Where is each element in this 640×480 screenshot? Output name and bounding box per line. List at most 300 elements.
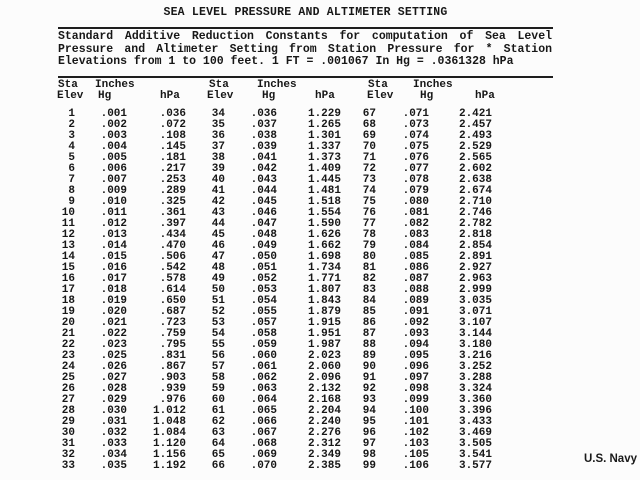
hpa-cell: 1.590 [307,218,341,230]
col-header-sta: Sta [368,79,388,91]
hpa-cell: 1.554 [307,207,341,219]
inches-hg-cell: .105 [402,449,429,461]
page-title: SEA LEVEL PRESSURE AND ALTIMETER SETTING [163,6,448,19]
sta-elev-cell: 40 [211,174,225,186]
hpa-cell: 1.373 [307,152,341,164]
sta-elev-cell: 32 [61,449,75,461]
sta-elev-cell: 41 [211,185,225,197]
hpa-cell: 2.602 [458,163,492,175]
hpa-cell: 1.084 [152,427,186,439]
inches-hg-cell: .010 [100,196,127,208]
inches-hg-cell: .088 [402,284,429,296]
inches-hg-cell: .095 [402,350,429,362]
sta-elev-cell: 72 [362,163,376,175]
sta-elev-cell: 7 [68,174,75,186]
inches-hg-cell: .058 [250,328,277,340]
inches-hg-cell: .042 [250,163,277,175]
inches-hg-cell: .034 [100,449,127,461]
hpa-cell: 1.012 [152,405,186,417]
hpa-cell: 1.265 [307,119,341,131]
inches-hg-cell: .067 [250,427,277,439]
sta-elev-cell: 58 [211,372,225,384]
hpa-cell: 2.963 [458,273,492,285]
sta-elev-cell: 56 [211,350,225,362]
inches-hg-cell: .087 [402,273,429,285]
hpa-cell: 2.060 [307,361,341,373]
inches-hg-cell: .033 [100,438,127,450]
hpa-cell: 3.541 [458,449,492,461]
inches-hg-cell: .023 [100,339,127,351]
hpa-cell: 2.854 [458,240,492,252]
inches-hg-cell: .038 [250,130,277,142]
sta-elev-cell: 16 [61,273,75,285]
inches-hg-cell: .022 [100,328,127,340]
hpa-cell: 1.879 [307,306,341,318]
caption-line-3: Elevations from 1 to 100 feet. 1 FT = .001067 In Hg = .0361328 hPa [58,55,514,68]
hpa-cell: 2.312 [307,438,341,450]
inches-hg-cell: .082 [402,218,429,230]
sta-elev-cell: 77 [362,218,376,230]
hpa-cell: 2.891 [458,251,492,263]
inches-hg-cell: .012 [100,218,127,230]
hpa-cell: .867 [159,361,186,373]
sta-elev-cell: 68 [362,119,376,131]
hpa-cell: 1.734 [307,262,341,274]
hpa-cell: .108 [159,130,186,142]
sta-elev-cell: 43 [211,207,225,219]
hpa-cell: .506 [159,251,186,263]
table-caption [58,31,552,69]
sta-elev-cell: 67 [362,108,376,120]
sta-elev-cell: 54 [211,328,225,340]
col-header-hg: Hg [262,90,276,102]
sta-elev-cell: 76 [362,207,376,219]
inches-hg-cell: .077 [402,163,429,175]
inches-hg-cell: .006 [100,163,127,175]
sta-elev-cell: 46 [211,240,225,252]
hpa-cell: .578 [159,273,186,285]
hpa-cell: .181 [159,152,186,164]
inches-hg-cell: .060 [250,350,277,362]
hpa-cell: .831 [159,350,186,362]
sta-elev-cell: 82 [362,273,376,285]
inches-hg-cell: .096 [402,361,429,373]
inches-hg-cell: .065 [250,405,277,417]
sta-elev-cell: 18 [61,295,75,307]
hpa-cell: 1.987 [307,339,341,351]
header-divider [58,76,553,78]
sta-elev-cell: 63 [211,427,225,439]
sta-elev-cell: 52 [211,306,225,318]
sta-elev-cell: 30 [61,427,75,439]
col-header-elev: Elev [367,90,394,102]
credit-label: U.S. Navy [583,453,637,465]
inches-hg-cell: .049 [250,240,277,252]
hpa-cell: 1.626 [307,229,341,241]
inches-hg-cell: .050 [250,251,277,263]
inches-hg-cell: .044 [250,185,277,197]
sta-elev-cell: 81 [362,262,376,274]
inches-hg-cell: .080 [402,196,429,208]
sta-elev-cell: 42 [211,196,225,208]
sta-elev-cell: 31 [61,438,75,450]
inches-hg-cell: .103 [402,438,429,450]
hpa-cell: 2.023 [307,350,341,362]
hpa-cell: .217 [159,163,186,175]
hpa-cell: .976 [159,394,186,406]
hpa-cell: 2.674 [458,185,492,197]
sta-elev-cell: 61 [211,405,225,417]
hpa-cell: 1.771 [307,273,341,285]
inches-hg-cell: .018 [100,284,127,296]
inches-hg-cell: .098 [402,383,429,395]
hpa-cell: 2.240 [307,416,341,428]
inches-hg-cell: .015 [100,251,127,263]
sta-elev-cell: 10 [61,207,75,219]
sta-elev-cell: 29 [61,416,75,428]
sta-elev-cell: 98 [362,449,376,461]
sta-elev-cell: 69 [362,130,376,142]
inches-hg-cell: .084 [402,240,429,252]
sta-elev-cell: 45 [211,229,225,241]
hpa-cell: 2.168 [307,394,341,406]
sta-elev-cell: 25 [61,372,75,384]
inches-hg-cell: .028 [100,383,127,395]
inches-hg-cell: .016 [100,262,127,274]
col-header-hpa: hPa [315,90,335,102]
table-body [57,109,492,472]
inches-hg-cell: .002 [100,119,127,131]
sta-elev-cell: 99 [362,460,376,472]
inches-hg-cell: .085 [402,251,429,263]
hpa-cell: .036 [159,108,186,120]
inches-hg-cell: .070 [250,460,277,472]
inches-hg-cell: .059 [250,339,277,351]
inches-hg-cell: .053 [250,284,277,296]
inches-hg-cell: .093 [402,328,429,340]
sta-elev-cell: 13 [61,240,75,252]
sta-elev-cell: 20 [61,317,75,329]
sta-elev-cell: 75 [362,196,376,208]
sta-elev-cell: 48 [211,262,225,274]
inches-hg-cell: .102 [402,427,429,439]
inches-hg-cell: .046 [250,207,277,219]
hpa-cell: 1.951 [307,328,341,340]
hpa-cell: .072 [159,119,186,131]
sta-elev-cell: 38 [211,152,225,164]
sta-elev-cell: 79 [362,240,376,252]
sta-elev-cell: 44 [211,218,225,230]
inches-hg-cell: .009 [100,185,127,197]
inches-hg-cell: .091 [402,306,429,318]
col-header-hg: Hg [420,90,434,102]
sta-elev-cell: 94 [362,405,376,417]
hpa-cell: .542 [159,262,186,274]
col-header-hpa: hPa [475,90,495,102]
inches-hg-cell: .081 [402,207,429,219]
hpa-cell: 1.337 [307,141,341,153]
sta-elev-cell: 8 [68,185,75,197]
sta-elev-cell: 62 [211,416,225,428]
hpa-cell: 2.927 [458,262,492,274]
inches-hg-cell: .003 [100,130,127,142]
hpa-cell: 2.276 [307,427,341,439]
hpa-cell: 2.565 [458,152,492,164]
inches-hg-cell: .041 [250,152,277,164]
inches-hg-cell: .069 [250,449,277,461]
hpa-cell: .361 [159,207,186,219]
inches-hg-cell: .078 [402,174,429,186]
hpa-cell: 1.156 [152,449,186,461]
hpa-cell: 3.505 [458,438,492,450]
inches-hg-cell: .106 [402,460,429,472]
caption-line-2: Pressure and Altimeter Setting from Station Pressure for * Station [58,42,552,56]
hpa-cell: .325 [159,196,186,208]
hpa-cell: .723 [159,317,186,329]
inches-hg-cell: .064 [250,394,277,406]
sta-elev-cell: 19 [61,306,75,318]
hpa-cell: 3.577 [458,460,492,472]
sta-elev-cell: 89 [362,350,376,362]
sta-elev-cell: 15 [61,262,75,274]
hpa-cell: 2.493 [458,130,492,142]
inches-hg-cell: .092 [402,317,429,329]
sta-elev-cell: 39 [211,163,225,175]
hpa-cell: 1.445 [307,174,341,186]
col-header-elev: Elev [57,90,84,102]
inches-hg-cell: .035 [100,460,127,472]
hpa-cell: 1.120 [152,438,186,450]
inches-hg-cell: .043 [250,174,277,186]
hpa-cell: 3.433 [458,416,492,428]
inches-hg-cell: .086 [402,262,429,274]
hpa-cell: 2.204 [307,405,341,417]
sta-elev-cell: 93 [362,394,376,406]
hpa-cell: 2.818 [458,229,492,241]
sta-elev-cell: 59 [211,383,225,395]
inches-hg-cell: .027 [100,372,127,384]
sta-elev-cell: 11 [61,218,75,230]
hpa-cell: 2.385 [307,460,341,472]
sta-elev-cell: 83 [362,284,376,296]
sta-elev-cell: 28 [61,405,75,417]
sta-elev-cell: 9 [68,196,75,208]
inches-hg-cell: .005 [100,152,127,164]
sta-elev-cell: 21 [61,328,75,340]
sta-elev-cell: 73 [362,174,376,186]
hpa-cell: 2.132 [307,383,341,395]
hpa-cell: .145 [159,141,186,153]
sta-elev-cell: 3 [68,130,75,142]
hpa-cell: 2.746 [458,207,492,219]
hpa-cell: 1.229 [307,108,341,120]
sta-elev-cell: 88 [362,339,376,351]
sta-elev-cell: 5 [68,152,75,164]
sta-elev-cell: 66 [211,460,225,472]
inches-hg-cell: .032 [100,427,127,439]
hpa-cell: 3.360 [458,394,492,406]
sta-elev-cell: 2 [68,119,75,131]
sta-elev-cell: 92 [362,383,376,395]
hpa-cell: 1.843 [307,295,341,307]
sta-elev-cell: 85 [362,306,376,318]
sta-elev-cell: 70 [362,141,376,153]
inches-hg-cell: .021 [100,317,127,329]
table-row [57,461,492,472]
inches-hg-cell: .061 [250,361,277,373]
hpa-cell: .795 [159,339,186,351]
hpa-cell: .470 [159,240,186,252]
sta-elev-cell: 12 [61,229,75,241]
hpa-cell: 3.180 [458,339,492,351]
hpa-cell: .397 [159,218,186,230]
hpa-cell: 1.915 [307,317,341,329]
hpa-cell: 1.662 [307,240,341,252]
hpa-cell: 3.144 [458,328,492,340]
hpa-cell: 1.807 [307,284,341,296]
hpa-cell: 3.216 [458,350,492,362]
hpa-cell: 3.035 [458,295,492,307]
inches-hg-cell: .054 [250,295,277,307]
sta-elev-cell: 49 [211,273,225,285]
hpa-cell: 2.349 [307,449,341,461]
sta-elev-cell: 22 [61,339,75,351]
col-header-inches: Inches [257,79,297,91]
hpa-cell: .650 [159,295,186,307]
inches-hg-cell: .071 [402,108,429,120]
inches-hg-cell: .100 [402,405,429,417]
sta-elev-cell: 91 [362,372,376,384]
sta-elev-cell: 74 [362,185,376,197]
sta-elev-cell: 65 [211,449,225,461]
sta-elev-cell: 17 [61,284,75,296]
inches-hg-cell: .029 [100,394,127,406]
inches-hg-cell: .013 [100,229,127,241]
inches-hg-cell: .037 [250,119,277,131]
inches-hg-cell: .055 [250,306,277,318]
col-header-inches: Inches [413,79,453,91]
col-header-sta: Sta [209,79,229,91]
inches-hg-cell: .007 [100,174,127,186]
sta-elev-cell: 26 [61,383,75,395]
inches-hg-cell: .097 [402,372,429,384]
inches-hg-cell: .051 [250,262,277,274]
hpa-cell: 3.324 [458,383,492,395]
hpa-cell: .939 [159,383,186,395]
sta-elev-cell: 1 [68,108,75,120]
hpa-cell: 1.481 [307,185,341,197]
inches-hg-cell: .076 [402,152,429,164]
inches-hg-cell: .019 [100,295,127,307]
sta-elev-cell: 34 [211,108,225,120]
inches-hg-cell: .062 [250,372,277,384]
inches-hg-cell: .094 [402,339,429,351]
hpa-cell: 3.107 [458,317,492,329]
inches-hg-cell: .074 [402,130,429,142]
sta-elev-cell: 24 [61,361,75,373]
col-header-hpa: hPa [160,90,180,102]
inches-hg-cell: .036 [250,108,277,120]
hpa-cell: 2.457 [458,119,492,131]
inches-hg-cell: .025 [100,350,127,362]
sta-elev-cell: 78 [362,229,376,241]
hpa-cell: 1.698 [307,251,341,263]
col-header-inches: Inches [95,79,135,91]
inches-hg-cell: .030 [100,405,127,417]
hpa-cell: 1.518 [307,196,341,208]
hpa-cell: 2.710 [458,196,492,208]
hpa-cell: .903 [159,372,186,384]
inches-hg-cell: .057 [250,317,277,329]
sta-elev-cell: 95 [362,416,376,428]
hpa-cell: 1.409 [307,163,341,175]
sta-elev-cell: 53 [211,317,225,329]
col-header-elev: Elev [207,90,234,102]
hpa-cell: 3.469 [458,427,492,439]
hpa-cell: 2.638 [458,174,492,186]
hpa-cell: 2.529 [458,141,492,153]
sta-elev-cell: 60 [211,394,225,406]
inches-hg-cell: .011 [100,207,127,219]
inches-hg-cell: .001 [100,108,127,120]
inches-hg-cell: .101 [402,416,429,428]
sta-elev-cell: 71 [362,152,376,164]
hpa-cell: .687 [159,306,186,318]
caption-divider [58,27,553,29]
sta-elev-cell: 57 [211,361,225,373]
inches-hg-cell: .063 [250,383,277,395]
sta-elev-cell: 35 [211,119,225,131]
inches-hg-cell: .068 [250,438,277,450]
inches-hg-cell: .031 [100,416,127,428]
sta-elev-cell: 50 [211,284,225,296]
hpa-cell: 3.252 [458,361,492,373]
sta-elev-cell: 96 [362,427,376,439]
hpa-cell: 2.999 [458,284,492,296]
inches-hg-cell: .075 [402,141,429,153]
hpa-cell: 1.048 [152,416,186,428]
sta-elev-cell: 51 [211,295,225,307]
inches-hg-cell: .052 [250,273,277,285]
hpa-cell: 3.288 [458,372,492,384]
inches-hg-cell: .048 [250,229,277,241]
hpa-cell: .759 [159,328,186,340]
inches-hg-cell: .039 [250,141,277,153]
sta-elev-cell: 33 [61,460,75,472]
sta-elev-cell: 4 [68,141,75,153]
sta-elev-cell: 27 [61,394,75,406]
hpa-cell: 3.396 [458,405,492,417]
sta-elev-cell: 64 [211,438,225,450]
sta-elev-cell: 47 [211,251,225,263]
hpa-cell: .253 [159,174,186,186]
hpa-cell: 2.096 [307,372,341,384]
inches-hg-cell: .089 [402,295,429,307]
inches-hg-cell: .073 [402,119,429,131]
hpa-cell: .614 [159,284,186,296]
sta-elev-cell: 86 [362,317,376,329]
sta-elev-cell: 6 [68,163,75,175]
hpa-cell: 2.421 [458,108,492,120]
sta-elev-cell: 37 [211,141,225,153]
hpa-cell: 3.071 [458,306,492,318]
sta-elev-cell: 80 [362,251,376,263]
inches-hg-cell: .045 [250,196,277,208]
sta-elev-cell: 36 [211,130,225,142]
inches-hg-cell: .017 [100,273,127,285]
sta-elev-cell: 84 [362,295,376,307]
hpa-cell: 2.782 [458,218,492,230]
